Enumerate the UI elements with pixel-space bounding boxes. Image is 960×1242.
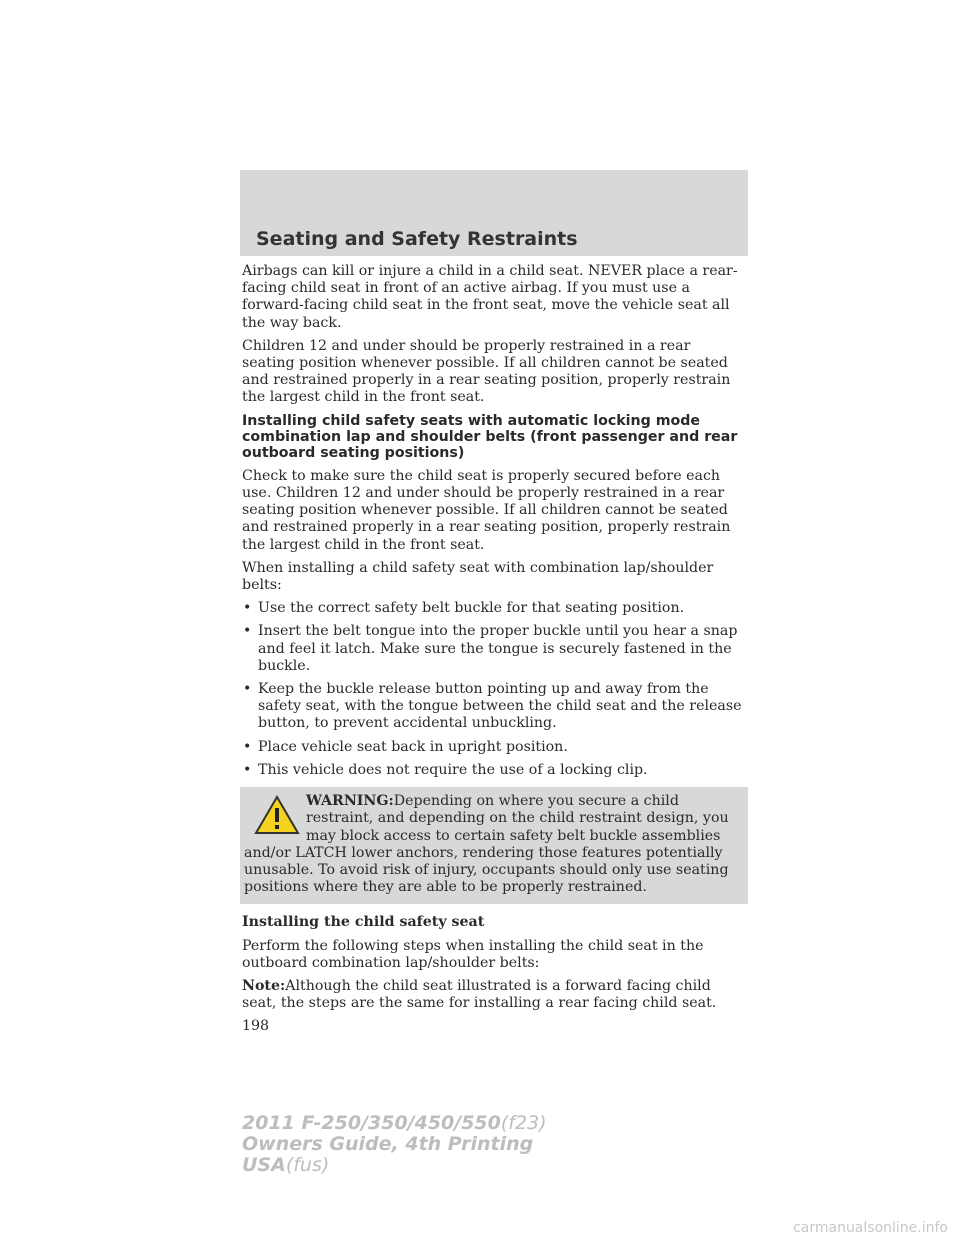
- paragraph-when-installing: When installing a child safety seat with combination lap/shoulder belts:: [242, 559, 714, 594]
- bullet-icon: •: [243, 623, 252, 640]
- list-item: • Keep the buckle release button pointing up and away from the safety seat, with the tongue between the child seat and the release button, to prevent accidental unbuckling.: [243, 681, 742, 732]
- heading-installing-child-safety-seats: Installing child safety seats with automatic locking mode combination lap and shoulder belts (front passenger and rear outboard seating positions): [242, 412, 738, 462]
- warning-text: WARNING:Depending on where you secure a child restraint, and depending on the child restraint design, you may block access to certain safety belt buckle assemblies and/or LATCH lower anchors, rendering those features potentially unusable. To avoid risk of injury, occupants should only use seating positions where they are able to be properly restrained.: [244, 793, 729, 896]
- paragraph-airbag-warning: Airbags can kill or injure a child in a child seat. NEVER place a rear-facing child seat in front of an active airbag. If you must use a forward-facing child seat in the front seat, move the vehicle seat all the way back.: [242, 263, 738, 331]
- note-paragraph: Note:Although the child seat illustrated is a forward facing child seat, the steps are the same for installing a rear facing child seat.: [242, 977, 717, 1012]
- paragraph-perform-steps: Perform the following steps when installing the child seat in the outboard combination lap/shoulder belts:: [242, 937, 704, 971]
- page-number: 198: [242, 1018, 270, 1035]
- list-item: • Insert the belt tongue into the proper buckle until you hear a snap and feel it latch. Make sure the tongue is securely fastened in the buckle.: [243, 623, 738, 674]
- document-footer: [242, 1113, 547, 1176]
- list-item: • This vehicle does not require the use of a locking clip.: [243, 761, 648, 778]
- footer-line-guide: Owners Guide, 4th Printing: [242, 1133, 534, 1155]
- warning-box: [240, 787, 748, 904]
- watermark: carmanualsonline.info: [793, 1220, 948, 1236]
- list-item: • Place vehicle seat back in upright position.: [243, 738, 568, 755]
- page-content: [242, 263, 746, 1036]
- warning-label: WARNING:: [306, 793, 394, 810]
- paragraph-check-secured: Check to make sure the child seat is properly secured before each use. Children 12 and under should be properly restrained in a rear seating position whenever possible. If all children cannot be seated and restrained properly in a rear seating position, properly restrain the largest child in the front seat.: [242, 467, 731, 553]
- footer-line-model: 2011 F-250/350/450/550(f23): [242, 1112, 547, 1134]
- heading-installing-the-child-safety-seat: Installing the child safety seat: [242, 914, 485, 931]
- bullet-icon: •: [243, 600, 252, 617]
- bullet-icon: •: [243, 738, 252, 755]
- installation-bullet-list: [242, 600, 746, 779]
- footer-line-region: USA(fus): [242, 1154, 330, 1176]
- bullet-icon: •: [243, 761, 252, 778]
- section-header-band: [240, 170, 748, 256]
- section-title: Seating and Safety Restraints: [256, 228, 578, 250]
- bullet-icon: •: [243, 681, 252, 698]
- list-item: • Use the correct safety belt buckle for that seating position.: [243, 600, 685, 617]
- warning-triangle-icon: [254, 795, 300, 835]
- paragraph-children-rear-seat: Children 12 and under should be properly restrained in a rear seating position whenever possible. If all children cannot be seated and restrained properly in a rear seating position, properly restrain the largest child in the front seat.: [242, 337, 731, 406]
- note-label: Note:: [242, 977, 286, 994]
